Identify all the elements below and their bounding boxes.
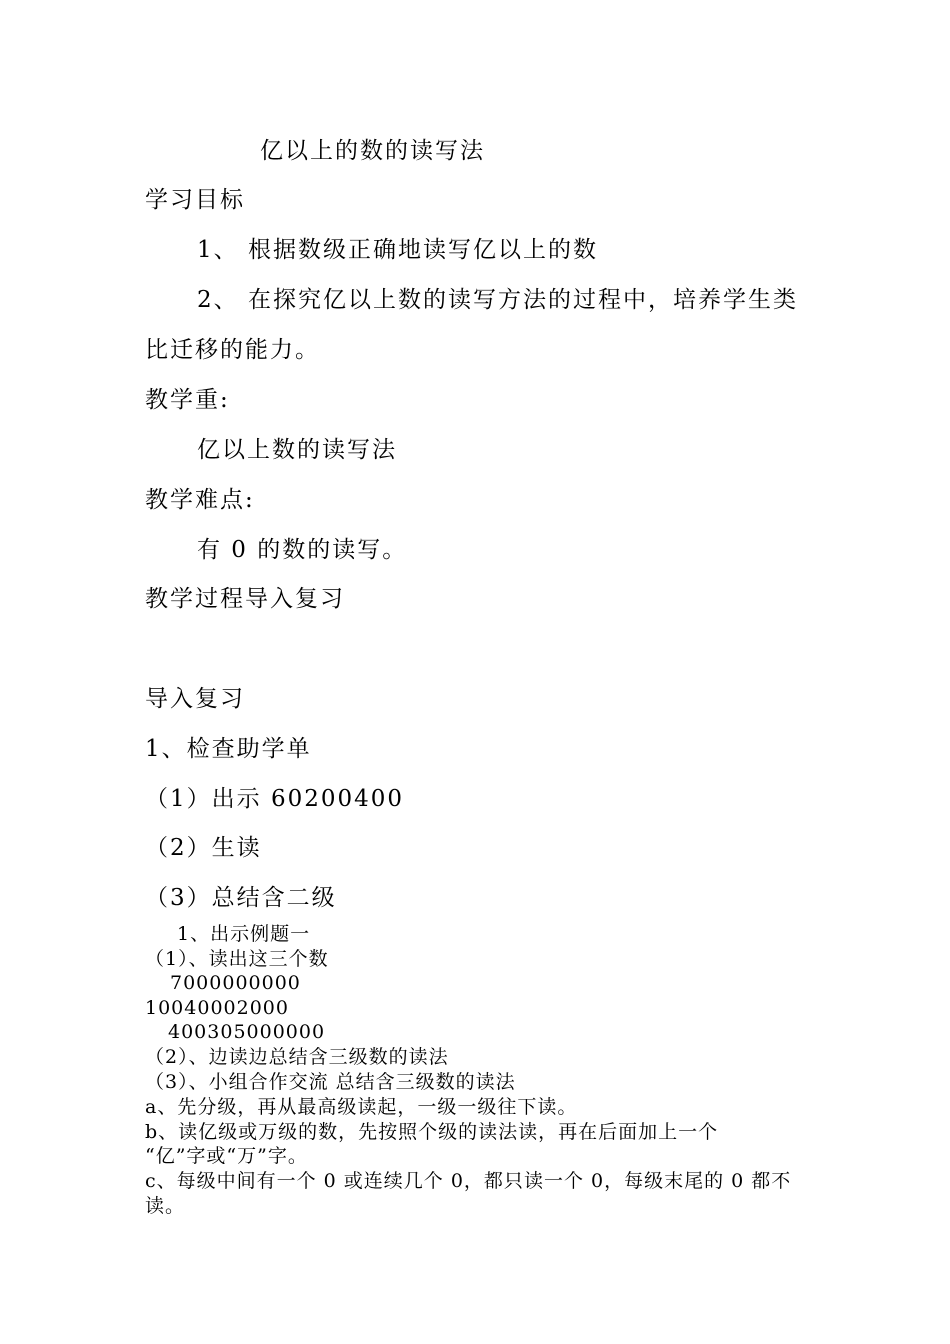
rule-b-continued: “亿”字或“万”字。 — [145, 1145, 308, 1167]
rule-c-continued: 读。 — [145, 1195, 186, 1217]
example-step-3: （3）、小组合作交流 总结含三级数的读法 — [145, 1071, 516, 1093]
document-title: 亿以上的数的读写法 — [260, 138, 485, 164]
example-number-3: 400305000000 — [168, 1021, 326, 1043]
goals-heading: 学习目标 — [145, 187, 245, 213]
process-heading: 教学过程导入复习 — [145, 586, 345, 612]
example-number-1: 7000000000 — [170, 972, 301, 994]
rule-b: b、读亿级或万级的数，先按照个级的读法读，再在后面加上一个 — [145, 1121, 719, 1143]
example-heading: 1、出示例题一 — [177, 923, 311, 945]
rule-a: a、先分级，再从最高级读起，一级一级往下读。 — [145, 1096, 578, 1118]
rule-c: c、每级中间有一个 0 或连续几个 0，都只读一个 0，每级末尾的 0 都不 — [145, 1170, 792, 1192]
goal-item-2-continued: 比迁移的能力。 — [145, 337, 320, 363]
step-3: （3）总结含二级 — [145, 885, 337, 911]
difficulty-text: 有 0 的数的读写。 — [197, 537, 408, 563]
step-1: （1）出示 60200400 — [145, 786, 405, 812]
check-item: 1、检查助学单 — [145, 736, 312, 762]
step-2: （2）生读 — [145, 835, 262, 861]
goal-item-1: 1、 根据数级正确地读写亿以上的数 — [197, 237, 598, 263]
example-step-2: （2）、边读边总结含三级数的读法 — [145, 1046, 449, 1068]
key-point-text: 亿以上数的读写法 — [197, 437, 397, 463]
example-step-1: （1）、读出这三个数 — [145, 948, 329, 970]
goal-item-2: 2、 在探究亿以上数的读写方法的过程中，培养学生类 — [197, 287, 798, 313]
key-point-heading: 教学重: — [145, 387, 230, 413]
intro-heading: 导入复习 — [145, 686, 245, 712]
example-number-2: 10040002000 — [145, 997, 289, 1019]
difficulty-heading: 教学难点: — [145, 487, 255, 513]
